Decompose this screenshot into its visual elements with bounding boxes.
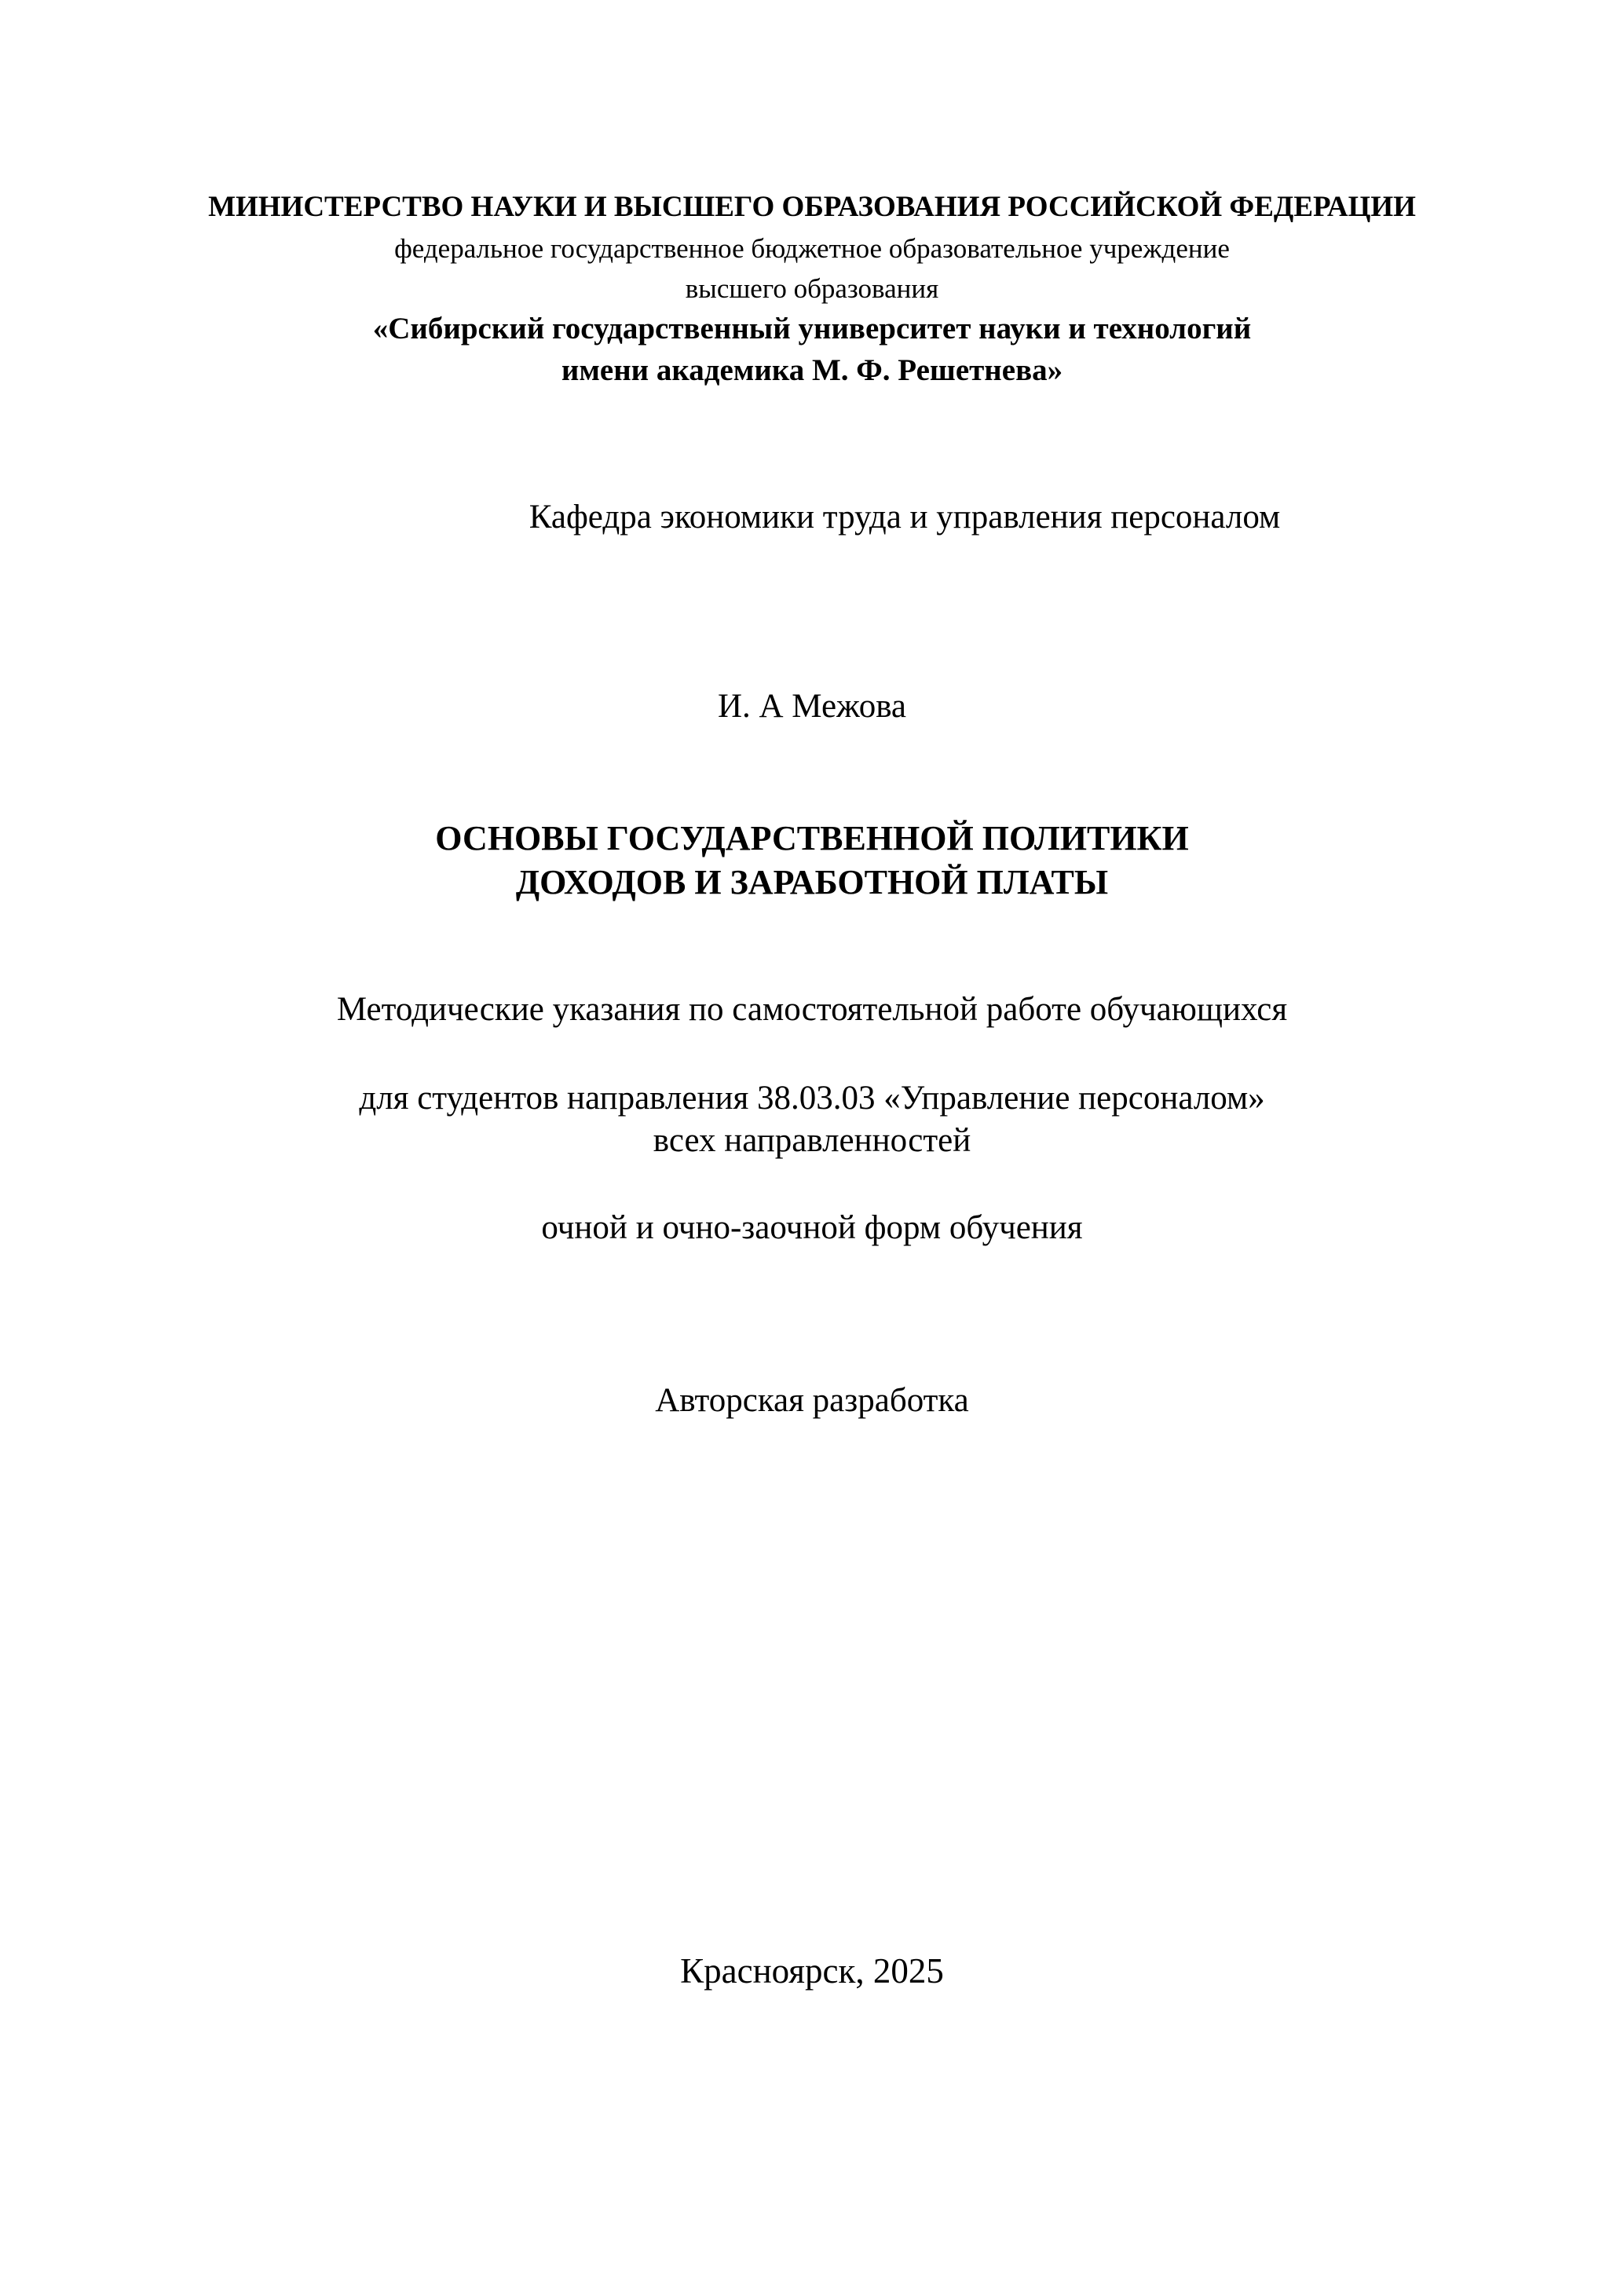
authorship-note: Авторская разработка [655,1382,969,1419]
department-name: Кафедра экономики труда и управления персоналом [529,499,1281,536]
audience-line2: всех направленностей [653,1122,971,1159]
audience-line1: для студентов направления 38.03.03 «Управление персоналом» [359,1080,1265,1117]
study-forms: очной и очно-заочной форм обучения [541,1209,1083,1246]
university-name-line2: имени академика М. Ф. Решетнева» [561,353,1063,387]
institution-type-line1: федеральное государственное бюджетное образовательное учреждение [394,233,1230,264]
ministry-name: МИНИСТЕРСТВО НАУКИ И ВЫСШЕГО ОБРАЗОВАНИЯ РОССИЙСКОЙ ФЕДЕРАЦИИ [208,191,1416,223]
city-and-year: Красноярск, 2025 [680,1951,944,1991]
document-title-line2: ДОХОДОВ И ЗАРАБОТНОЙ ПЛАТЫ [515,863,1109,901]
university-name-line1: «Сибирский государственный университет науки и технологий [372,312,1252,345]
document-subtitle: Методические указания по самостоятельной работе обучающихся [336,991,1288,1028]
document-title-line1: ОСНОВЫ ГОСУДАРСТВЕННОЙ ПОЛИТИКИ [435,819,1189,857]
author-name: И. А Межова [717,688,907,725]
institution-type-line2: высшего образования [685,273,939,304]
